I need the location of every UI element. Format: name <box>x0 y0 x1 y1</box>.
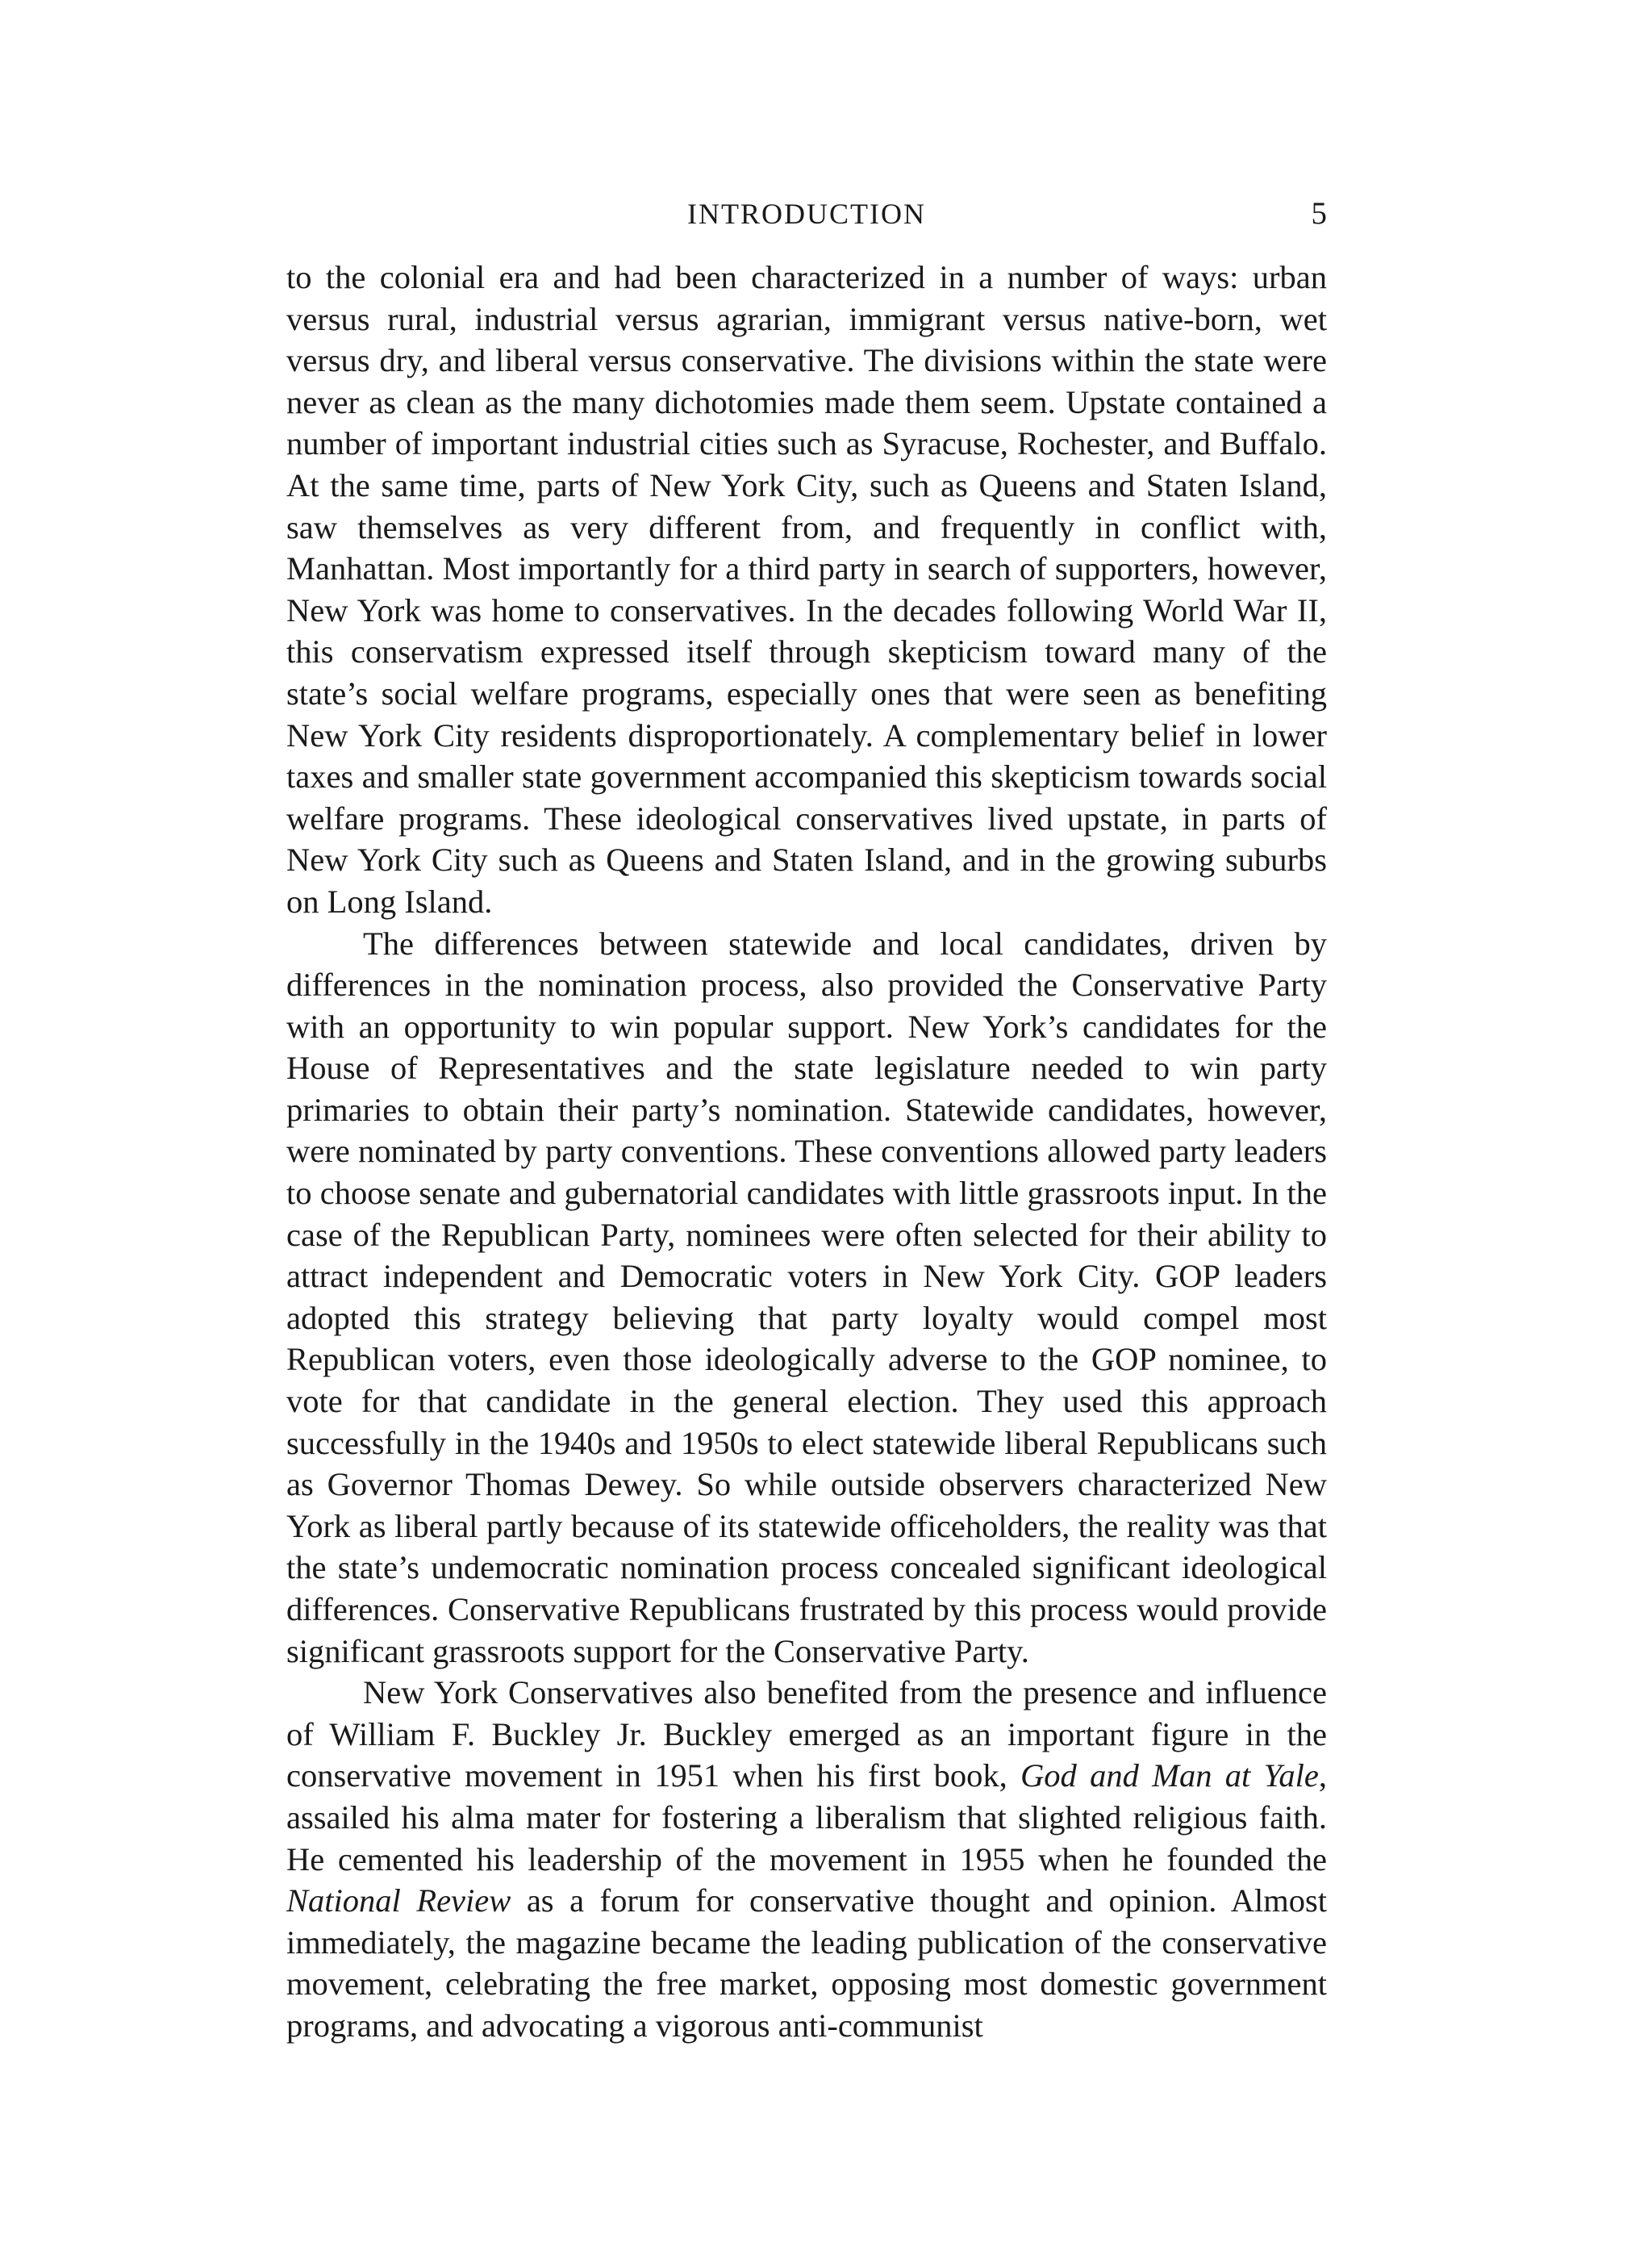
paragraph-3 <box>286 1672 1327 2046</box>
paragraph-3-text-b: , assailed his alma mater for fostering a liberalism that slighted religious faith. He cemented his leadership of the movement in 1955 when he founded the <box>286 1757 1328 1877</box>
paragraph-2: The differences between statewide and local candidates, driven by differences in the nomination process, also provided the Conservative Party with an opportunity to win popular support. New York’s candidates for the House of Representatives and the state legislature needed to win party primaries to obtain their party’s nomination. Statewide candidates, however, were nominated by party conventions. These conventions allowed party leaders to choose senate and gubernatorial candidates with little grassroots input. In the case of the Republican Party, nominees were often selected for their ability to attract independent and Democratic voters in New York City. GOP leaders adopted this strategy believing that party loyalty would compel most Republican voters, even those ideologically adverse to the GOP nominee, to vote for that candidate in the general election. They used this approach successfully in the 1940s and 1950s to elect statewide liberal Republicans such as Governor Thomas Dewey. So while outside observers characterized New York as liberal partly because of its statewide officeholders, the reality was that the state’s undemocratic nomination process concealed significant ideological differences. Conservative Republicans frustrated by this process would provide significant grassroots support for the Conservative Party. <box>286 925 1327 1669</box>
body-text <box>286 257 1327 2047</box>
book-title: God and Man at Yale <box>1020 1757 1319 1794</box>
paragraph-3-text-a: New York Conservatives also benefited from the presence and influence of William F. Buckley Jr. Buckley emerged as an important figure in the conservative movement in 1951 when his first book, <box>286 1674 1327 1794</box>
page-number: 5 <box>1311 196 1327 231</box>
running-title: INTRODUCTION <box>687 198 926 230</box>
magazine-title: National Review <box>286 1882 511 1919</box>
paragraph-1: to the colonial era and had been characterized in a number of ways: urban versus rural, industrial versus agrarian, immigrant versus native-born, wet versus dry, and liberal versus conservative. The divisions within the state were never as clean as the many dichotomies made them seem. Upstate contained a number of important industrial cities such as Syracuse, Rochester, and Buffalo. At the same time, parts of New York City, such as Queens and Staten Island, saw themselves as very different from, and frequently in conflict with, Manhattan. Most importantly for a third party in search of supporters, however, New York was home to conservatives. In the decades following World War II, this conservatism expressed itself through skepticism toward many of the state’s social welfare programs, especially ones that were seen as benefiting New York City residents disproportionately. A complementary belief in lower taxes and smaller state government accompanied this skepticism towards social welfare programs. These ideological conservatives lived upstate, in parts of New York City such as Queens and Staten Island, and in the growing suburbs on Long Island. <box>286 259 1327 920</box>
running-head <box>286 194 1327 234</box>
paragraph-3-text-c: as a forum for conservative thought and opinion. Almost immediately, the magazine became the leading publication of the conservative movement, celebrating the free market, opposing most domestic government programs, and advocating a vigorous anti-communist <box>286 1882 1327 2044</box>
